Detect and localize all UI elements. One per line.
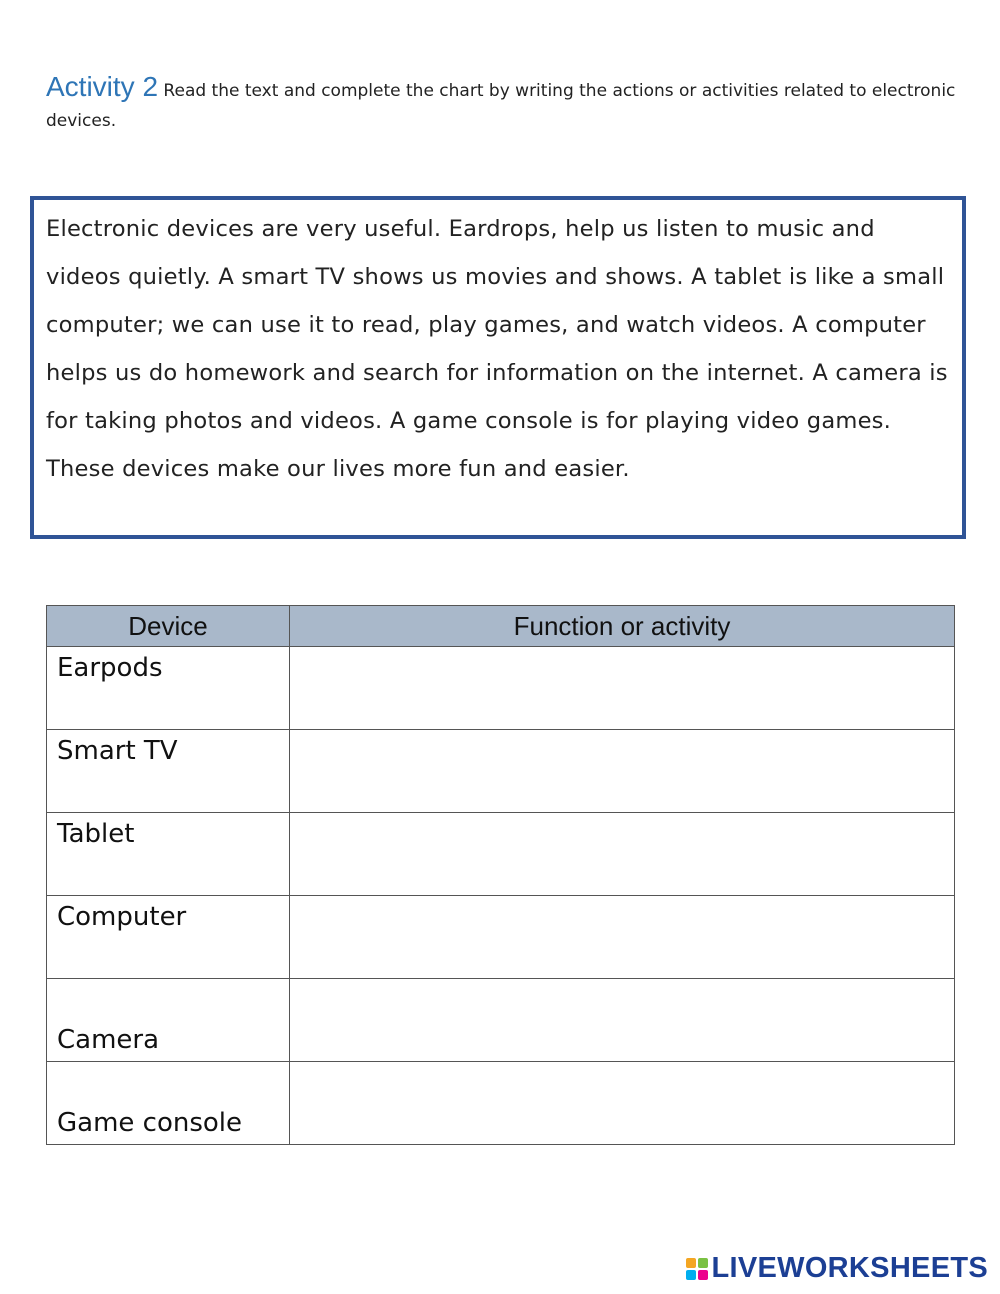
answer-cell-smart-tv[interactable] — [290, 730, 955, 813]
device-label-smart-tv: Smart TV — [57, 736, 178, 766]
liveworksheets-logo-text: LIVEWORKSHEETS — [711, 1252, 988, 1284]
answer-cell-earpods[interactable] — [290, 647, 955, 730]
activity-label: Activity 2 — [46, 71, 159, 102]
device-cell — [47, 979, 290, 1062]
device-column-header: Device — [47, 606, 290, 647]
activity-instruction-text: Read the text and complete the chart by writing the actions or activities related to electronic devices. — [46, 81, 956, 131]
device-function-chart — [46, 605, 955, 1145]
table-row — [47, 896, 955, 979]
table-row — [47, 979, 955, 1062]
table-row — [47, 813, 955, 896]
device-cell — [47, 647, 290, 730]
device-cell — [47, 896, 290, 979]
reading-passage-box — [30, 196, 966, 539]
activity-instructions — [46, 72, 966, 136]
answer-cell-camera[interactable] — [290, 979, 955, 1062]
device-label-game-console: Game console — [57, 1108, 243, 1138]
device-label-computer: Computer — [57, 902, 187, 932]
reading-passage-text: Electronic devices are very useful. Eardrops, help us listen to music and videos quietly. A smart TV shows us movies and shows. A tablet is like a small computer; we can use it to read, play games, and watch videos. A computer helps us do homework and search for information on the internet. A camera is for taking photos and videos. A game console is for playing video games. These devices make our lives more fun and easier. — [46, 216, 948, 482]
answer-cell-game-console[interactable] — [290, 1062, 955, 1145]
chart-header-row — [47, 606, 955, 647]
device-cell — [47, 730, 290, 813]
table-row — [47, 730, 955, 813]
device-cell — [47, 1062, 290, 1145]
device-label-tablet: Tablet — [57, 819, 135, 849]
answer-cell-tablet[interactable] — [290, 813, 955, 896]
table-row — [47, 1062, 955, 1145]
device-label-camera: Camera — [57, 1025, 160, 1055]
table-row — [47, 647, 955, 730]
answer-cell-computer[interactable] — [290, 896, 955, 979]
function-column-header: Function or activity — [290, 606, 955, 647]
device-cell — [47, 813, 290, 896]
device-label-earpods: Earpods — [57, 653, 163, 683]
liveworksheets-logo — [686, 1252, 989, 1285]
liveworksheets-logo-icon — [686, 1258, 708, 1280]
